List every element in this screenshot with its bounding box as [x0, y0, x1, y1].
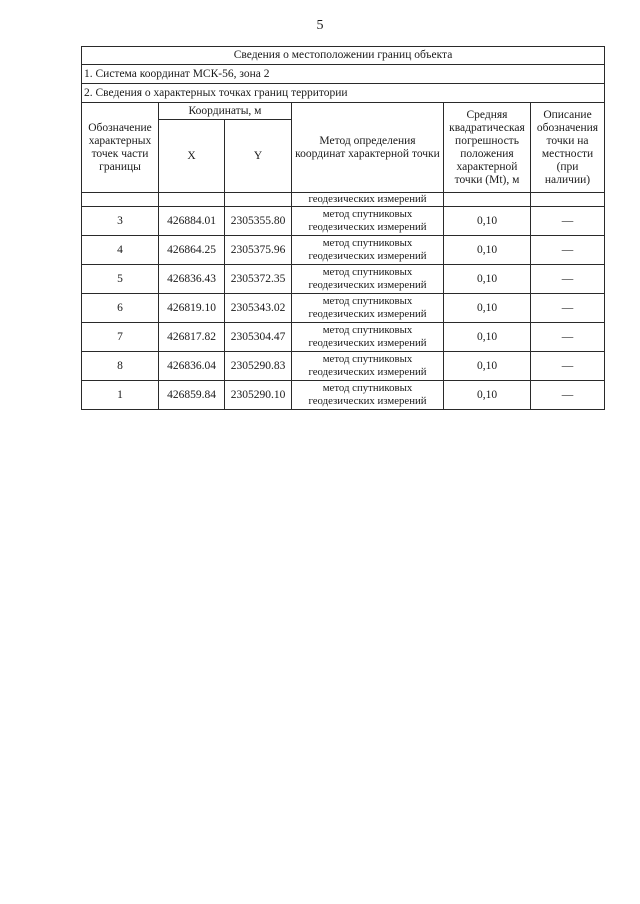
continuation-text: геодезических измерений	[292, 193, 444, 207]
header-description: Описание обозначения точки на местности (при наличии)	[531, 103, 605, 193]
description-cell: —	[531, 381, 605, 410]
x-cell: 426817.82	[159, 323, 225, 352]
error-cell: 0,10	[444, 207, 531, 236]
table-row	[82, 294, 605, 323]
y-cell: 2305372.35	[225, 265, 292, 294]
table-cell	[225, 193, 292, 207]
table-cell	[159, 193, 225, 207]
table-row	[82, 323, 605, 352]
table-body	[82, 47, 605, 410]
y-cell: 2305355.80	[225, 207, 292, 236]
error-cell: 0,10	[444, 265, 531, 294]
table-row	[82, 352, 605, 381]
header-error: Средняя квадратическая погрешность положения характерной точки (Mt), м	[444, 103, 531, 193]
method-cell: метод спутниковых геодезических измерений	[292, 294, 444, 323]
y-cell: 2305343.02	[225, 294, 292, 323]
error-cell: 0,10	[444, 323, 531, 352]
header-row	[82, 103, 605, 120]
y-cell: 2305290.10	[225, 381, 292, 410]
point-cell: 8	[82, 352, 159, 381]
header-method: Метод определения координат характерной точки	[292, 103, 444, 193]
error-cell: 0,10	[444, 381, 531, 410]
points-section-title: 2. Сведения о характерных точках границ территории	[82, 84, 605, 103]
header-coordinates: Координаты, м	[159, 103, 292, 120]
description-cell: —	[531, 236, 605, 265]
method-cell: метод спутниковых геодезических измерений	[292, 323, 444, 352]
table-title: Сведения о местоположении границ объекта	[82, 47, 605, 65]
boundary-table	[81, 46, 605, 410]
point-cell: 6	[82, 294, 159, 323]
table-row	[82, 265, 605, 294]
header-point-designation: Обозначение характерных точек части границы	[82, 103, 159, 193]
table-cell	[444, 193, 531, 207]
method-cell: метод спутниковых геодезических измерений	[292, 207, 444, 236]
method-cell: метод спутниковых геодезических измерений	[292, 352, 444, 381]
point-cell: 3	[82, 207, 159, 236]
description-cell: —	[531, 207, 605, 236]
description-cell: —	[531, 265, 605, 294]
x-cell: 426884.01	[159, 207, 225, 236]
description-cell: —	[531, 352, 605, 381]
header-y: Y	[225, 120, 292, 193]
x-cell: 426836.43	[159, 265, 225, 294]
x-cell: 426819.10	[159, 294, 225, 323]
table-row	[82, 381, 605, 410]
table-row	[82, 207, 605, 236]
point-cell: 7	[82, 323, 159, 352]
section-row	[82, 84, 605, 103]
error-cell: 0,10	[444, 352, 531, 381]
error-cell: 0,10	[444, 236, 531, 265]
coordinate-system: 1. Система координат МСК-56, зона 2	[82, 65, 605, 84]
table-row	[82, 236, 605, 265]
description-cell: —	[531, 323, 605, 352]
x-cell: 426836.04	[159, 352, 225, 381]
page-number: 5	[316, 18, 324, 33]
x-cell: 426859.84	[159, 381, 225, 410]
table-cell	[531, 193, 605, 207]
point-cell: 5	[82, 265, 159, 294]
method-cell: метод спутниковых геодезических измерений	[292, 265, 444, 294]
y-cell: 2305375.96	[225, 236, 292, 265]
title-row	[82, 47, 605, 65]
error-cell: 0,10	[444, 294, 531, 323]
y-cell: 2305290.83	[225, 352, 292, 381]
description-cell: —	[531, 294, 605, 323]
x-cell: 426864.25	[159, 236, 225, 265]
method-cell: метод спутниковых геодезических измерений	[292, 236, 444, 265]
point-cell: 4	[82, 236, 159, 265]
section-row	[82, 65, 605, 84]
point-cell: 1	[82, 381, 159, 410]
continuation-row	[82, 193, 605, 207]
y-cell: 2305304.47	[225, 323, 292, 352]
header-x: X	[159, 120, 225, 193]
table-cell	[82, 193, 159, 207]
method-cell: метод спутниковых геодезических измерений	[292, 381, 444, 410]
